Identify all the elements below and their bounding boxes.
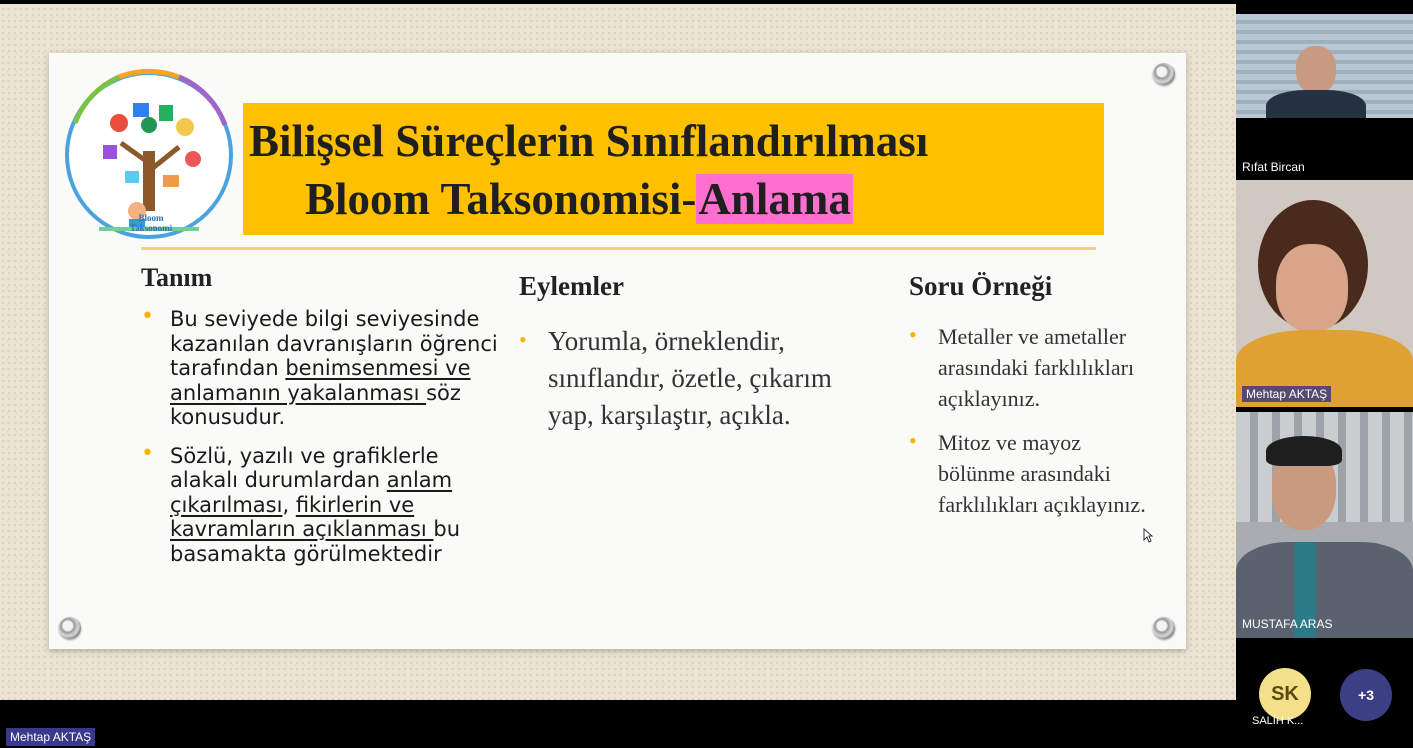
list-item: • Mitoz ve mayoz bölünme arasındaki farklılıkları açıklayınız. (909, 427, 1159, 520)
participant-face (1296, 46, 1336, 94)
mouse-cursor-icon (1143, 528, 1153, 546)
heading-tanim: Tanım (141, 263, 213, 292)
pin-top-right-icon (1153, 63, 1175, 85)
heading-soru-ornegi: Soru Örneği (909, 271, 1053, 301)
participant-name-rifat: Rıfat Bircan (1242, 160, 1305, 174)
participant-name-mustafa: MUSTAFA ARAS (1242, 617, 1333, 631)
video-tile-rifat[interactable] (1236, 14, 1413, 118)
title-prefix: Bloom Taksonomisi- (305, 174, 697, 224)
participant-body (1266, 90, 1366, 118)
list-item: • Metaller ve ametaller arasındaki farklılıkları açıklayınız. (909, 321, 1159, 414)
bullet-text: Bu seviyede bilgi seviyesinde kazanılan davranışların öğrenci tarafından (170, 307, 498, 380)
bullet-text: Sözlü, yazılı ve grafiklerle alakalı durumlardan (170, 443, 439, 492)
list-item: • Yorumla, örneklendir, sınıflandır, özetle, çıkarım yap, karşılaştır, açıkla. (519, 323, 859, 434)
participants-panel (1236, 0, 1413, 748)
list-soru-ornegi (909, 321, 1159, 520)
participant-face (1276, 244, 1348, 332)
bullet-tail: söz konusudur. (170, 380, 461, 429)
heading-eylemler: Eylemler (519, 271, 624, 301)
bullet-underlined: anlam çıkarılması (170, 468, 453, 517)
list-item (141, 444, 501, 567)
bloom-taxonomy-logo (59, 63, 239, 243)
name-label: Mehtap AKTAŞ (1242, 386, 1331, 402)
bullet-comma: , (282, 492, 296, 517)
bullet-tail: bu basamakta görülmektedir (170, 517, 461, 566)
avatar-sk[interactable]: SK (1259, 668, 1311, 720)
divider (141, 247, 1096, 250)
presentation-slide (49, 53, 1186, 649)
top-band (0, 0, 1236, 4)
bullet-underlined: fikirlerin ve kavramların açıklanması (170, 492, 434, 541)
participant-hair (1266, 436, 1342, 466)
bullet-underlined: benimsenmesi ve anlamanın yakalanması (170, 356, 471, 405)
participant-name-salih: SALİH K... (1252, 715, 1304, 727)
title-line-2 (305, 173, 1166, 225)
presenter-name-label: Mehtap AKTAŞ (6, 728, 95, 746)
list-tanim (141, 307, 501, 580)
list-eylemler (519, 323, 859, 434)
participant-name-mehtap (1242, 387, 1331, 401)
title-highlight: Anlama (698, 174, 851, 224)
video-tile-mehtap[interactable] (1236, 180, 1413, 407)
pin-bottom-right-icon (1153, 617, 1175, 639)
more-participants-button[interactable]: +3 (1340, 669, 1392, 721)
video-tile-mustafa[interactable] (1236, 412, 1413, 638)
title-line-1: Bilişsel Süreçlerin Sınıflandırılması (249, 116, 929, 166)
pin-bottom-left-icon (59, 617, 81, 639)
logo-caption: Bloom Taksonomi (129, 213, 173, 233)
list-item (141, 307, 501, 430)
title-banner (243, 103, 1104, 235)
